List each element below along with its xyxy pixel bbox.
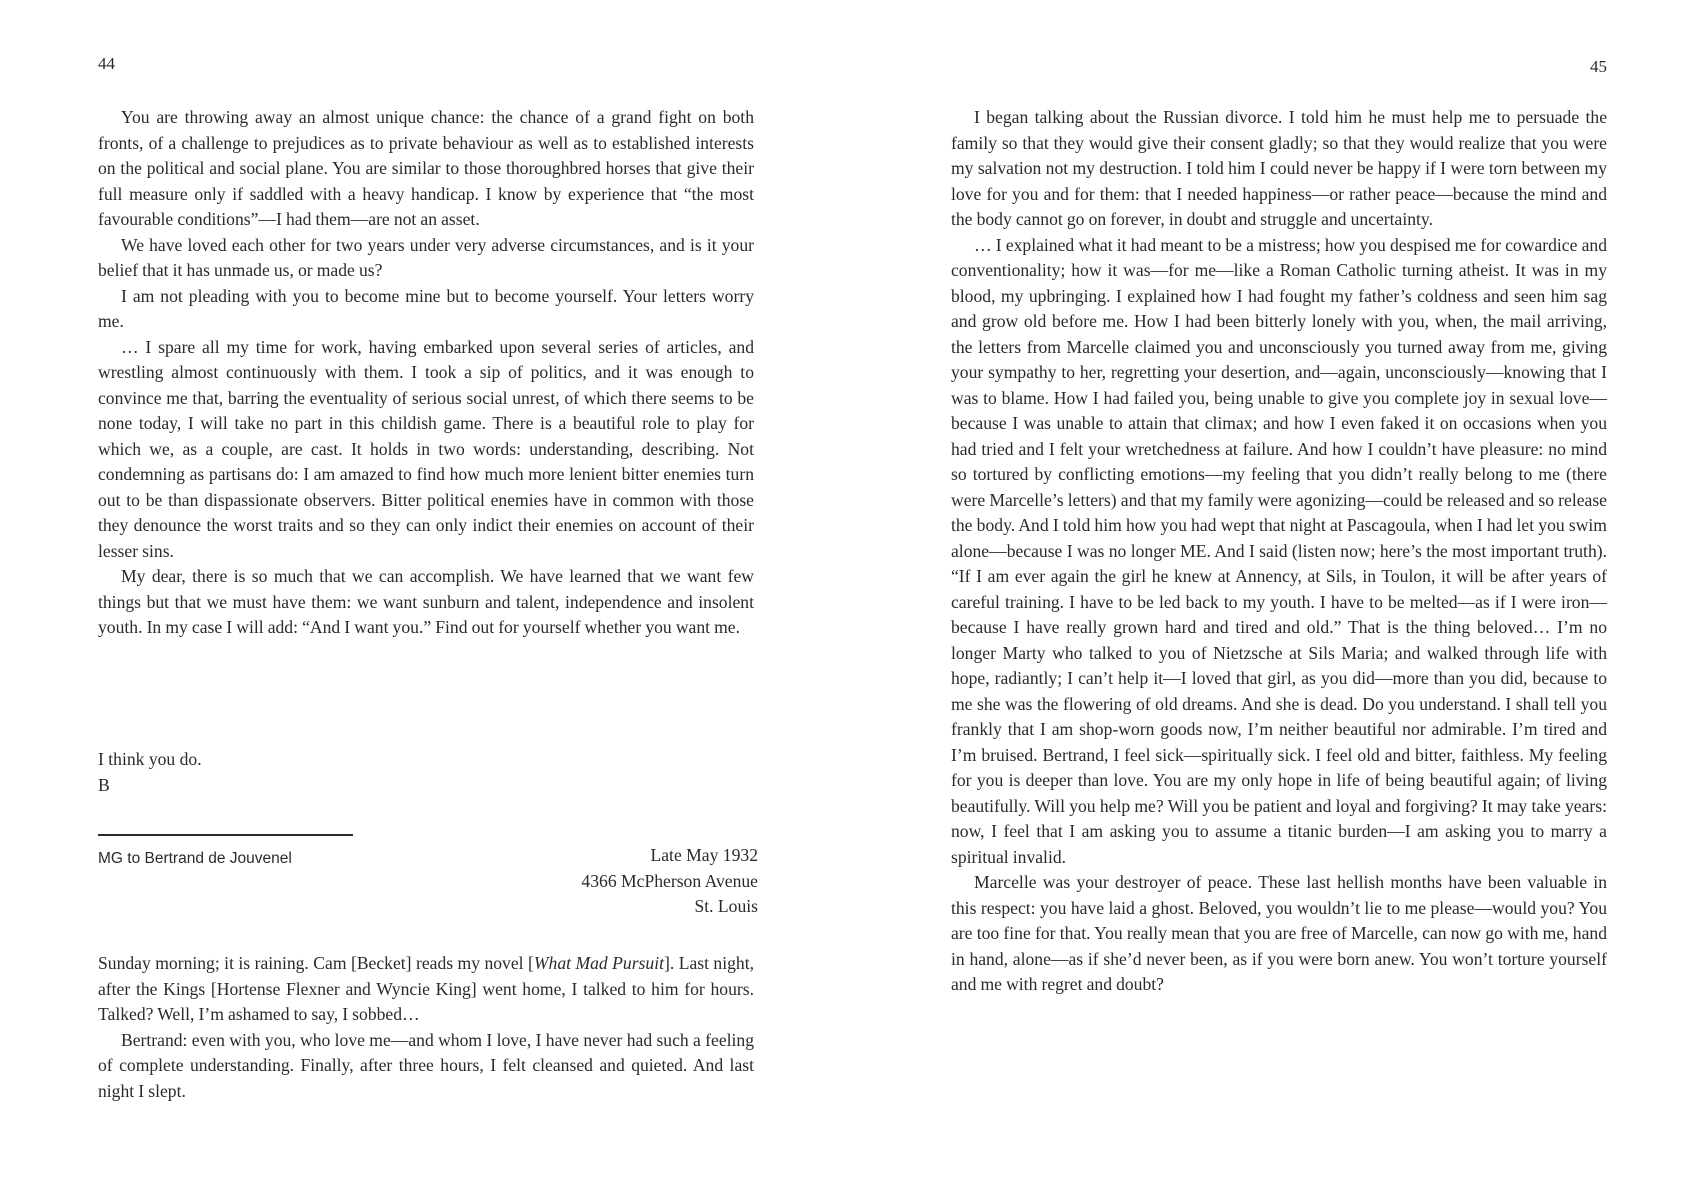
paragraph: … I spare all my time for work, having embarked upon several series of articles, and wrestling almost continuously with them. I took a sip of politics, and it was enough to convince me that, barring the eventuality of serious social unrest, of which there seems to be none today, I will take no part in this childish game. There is a beautiful role to play for which we, as a couple, are cast. It holds in two words: understanding, describing. Not condemning as partisans do: I am amazed to find how much more lenient bitter enemies turn out to be than dispassionate observers. Bitter political enemies have in common with those they denounce the worst traits and so they can only indict their enemies on account of their lesser sins. [98,336,754,561]
novel-title: What Mad Pursuit [533,953,664,973]
dateline-date: Late May 1932 [650,845,758,865]
paragraph: Bertrand: even with you, who love me—and whom I love, I have never had such a feeling of complete understanding. Finally, after three hours, I felt cleansed and quieted. And last night I slept. [98,1029,754,1101]
paragraph: We have loved each other for two years under very adverse circumstances, and is it your belief that it has unmade us, or made us? [98,234,754,280]
paragraph: I began talking about the Russian divorce. I told him he must help me to persuade the family so that they would give their consent gladly; so that they would realize that you were my salvation not my destruction. I told him I could never be happy if I were torn between my love for you and for them: that I needed happiness—or rather peace—because the mind and the body cannot go on forever, in doubt and struggle and uncertainty. [951,107,1607,229]
right-page [951,0,1607,1200]
dateline-street: 4366 McPherson Avenue [581,870,758,891]
paragraph-text: ]. Last night, after the Kings [Hortense Flexner and Wyncie King] went home, I talked to him for hours. Talked? Well, I’m ashamed to say, I sobbed… [98,953,754,1024]
paragraph: I am not pleading with you to become mine but to become yourself. Your letters worry me. [98,285,754,331]
letter-heading: MG to Bertrand de Jouvenel [98,850,292,867]
page-number: 45 [1590,57,1607,76]
letter-body [951,105,1607,998]
second-letter-body [98,951,754,1104]
letter-signoff [98,747,202,798]
letter-body [98,105,754,641]
paragraph: My dear, there is so much that we can accomplish. We have learned that we want few things but that we must have them: we want sunburn and talent, independence and insolent youth. In my case I will add: “And I want you.” Find out for yourself whether you want me. [98,566,754,637]
paragraph: You are throwing away an almost unique chance: the chance of a grand fight on both fronts, of a challenge to prejudices as to private behaviour as well as to established interests on the political and social plane. You are similar to those thoroughbred horses that give their full measure only if saddled with a heavy handicap. I know by experience that “the most favourable conditions”—I had them—are not an asset. [98,107,754,229]
page-number: 44 [98,54,115,73]
paragraph: Marcelle was your destroyer of peace. These last hellish months have been valuable in this respect: you have laid a ghost. Beloved, you wouldn’t lie to me please—would you? You are too fine for that. You really mean that you are free of Marcelle, can now go with me, hand in hand, alone—as if she’d never been, as if you were born anew. You won’t torture yourself and me with regret and doubt? [951,872,1607,994]
paragraph-text: Sunday morning; it is raining. Cam [Becket] reads my novel [ [98,953,534,973]
section-divider [98,834,353,836]
closing-line: I think you do. [98,749,202,769]
signature: B [98,774,110,795]
dateline [581,843,758,920]
left-page [98,0,758,1200]
paragraph [98,951,754,1028]
dateline-city: St. Louis [694,896,758,916]
paragraph: … I explained what it had meant to be a mistress; how you despised me for cowardice and conventionality; how it was—for me—like a Roman Catholic turning atheist. It was in my blood, my upbringing. I explained how I had fought my father’s coldness and seen him sag and grow old before me. How I had been bitterly lonely with you, when, the mail arriving, the letters from Marcelle claimed you and unconsciously you turned away from me, giving your sympathy to her, regretting your desertion, and—again, unconsciously—knowing that I was to blame. How I had failed you, being unable to give you complete joy in sexual love—because I was unable to attain that climax; and how I even faked it on occasions when you had tried and I felt your wretchedness at failure. And how I couldn’t have pleasure: no mind so tortured by conflicting emotions—my feeling that you didn’t really belong to me (there were Marcelle’s letters) and that my family were agonizing—could be released and so release the body. And I told him how you had wept that night at Pascagoula, when I had let you swim alone—because I was no longer ME. And I said (listen now; here’s the most important truth). “If I am ever again the girl he knew at Annency, at Sils, in Toulon, it will be after years of careful training. I have to be led back to my youth. I have to be melted—as if I were iron—because I have really grown hard and tired and old.” That is the thing beloved… I’m no longer Marty who talked to you of Nietzsche at Sils Maria; and walked through life with hope, radiantly; I can’t help it—I loved that girl, as you did—more than you did, because to me she was the flowering of old dreams. And she is dead. Do you understand. I shall tell you frankly that I am shop-worn goods now, I’m neither beautiful nor admirable. I’m tired and I’m bruised. Bertrand, I feel sick—spiritually sick. I feel old and bitter, faithless. My feeling for you is deeper than love. You are my only hope in life of being beautiful again; of living beautifully. Will you help me? Will you be patient and loyal and forgiving? It may take years: now, I feel that I am asking you to assume a titanic burden—I am asking you to marry a spiritual invalid. [951,234,1607,867]
